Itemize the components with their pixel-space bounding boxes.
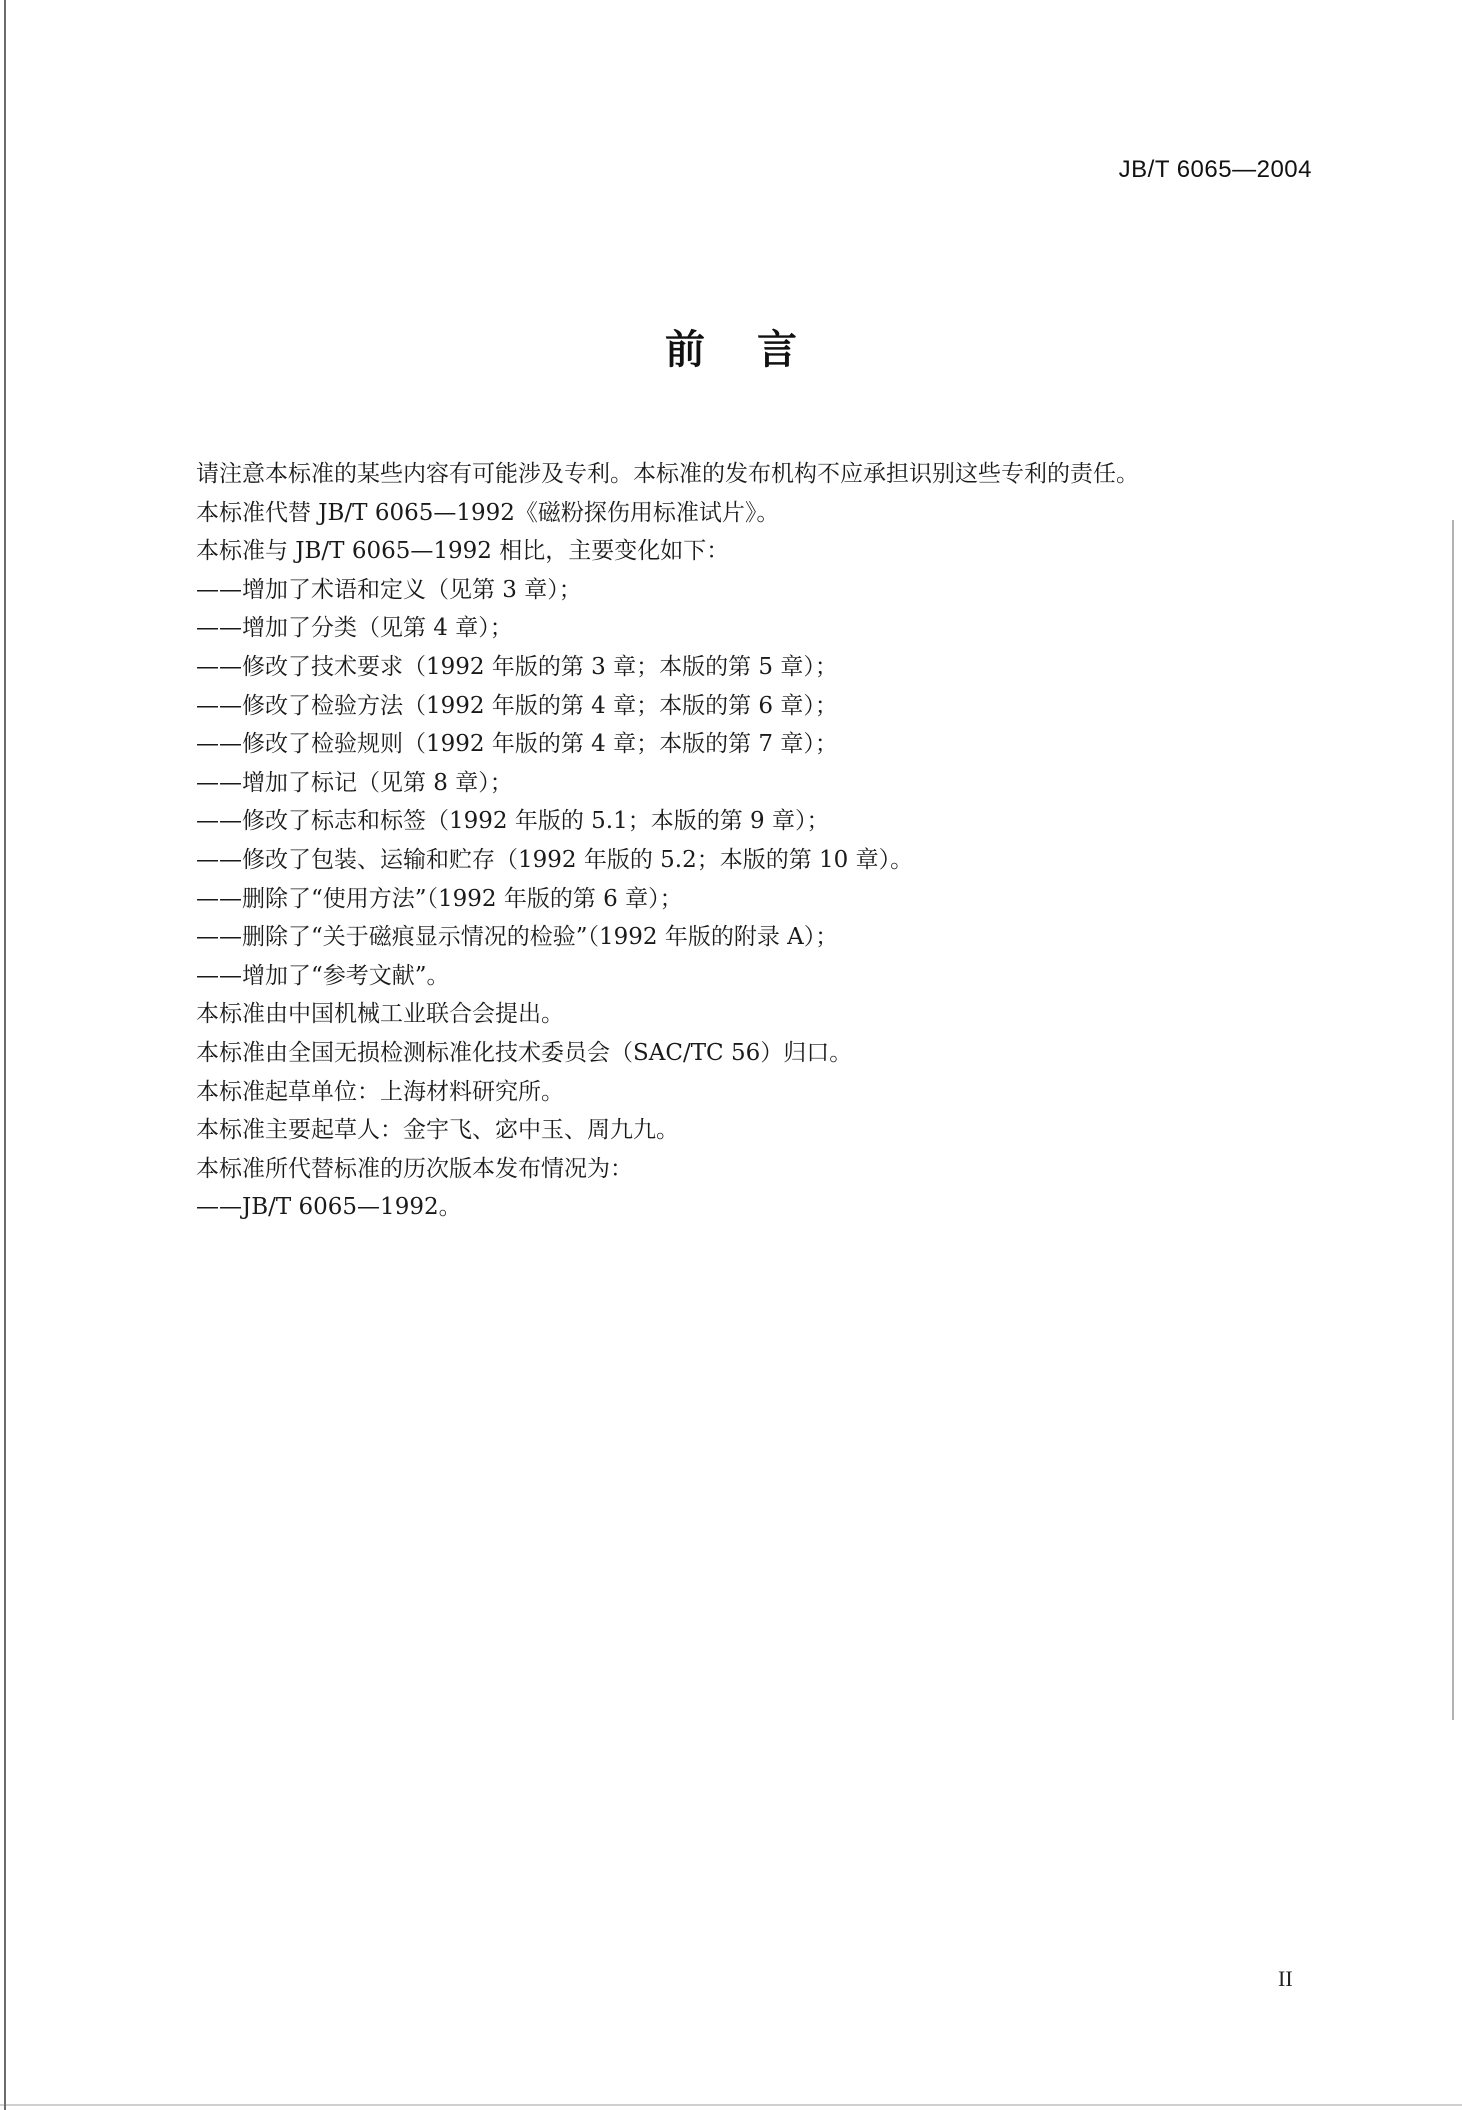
change-item: ——修改了技术要求（1992 年版的第 3 章；本版的第 5 章）；	[196, 653, 838, 680]
scan-edge-left	[4, 0, 6, 2110]
body-line: 本标准由全国无损检测标准化技术委员会（SAC/TC 56）归口。	[196, 1039, 853, 1066]
scan-edge-right	[1452, 520, 1454, 1720]
foreword-body	[196, 455, 1306, 1227]
page-title: 前言	[665, 327, 849, 373]
change-item: ——增加了术语和定义（见第 3 章）；	[196, 576, 582, 603]
change-item: ——删除了“关于磁痕显示情况的检验”（1992 年版的附录 A）；	[196, 924, 839, 951]
body-line: 本标准与 JB/T 6065—1992 相比，主要变化如下：	[196, 538, 730, 565]
change-item: ——修改了检验方法（1992 年版的第 4 章；本版的第 6 章）；	[196, 692, 838, 719]
change-item: ——修改了检验规则（1992 年版的第 4 章；本版的第 7 章）；	[196, 731, 838, 758]
body-line: 本标准所代替标准的历次版本发布情况为：	[196, 1155, 633, 1182]
standard-code: JB/T 6065—2004	[1118, 156, 1312, 183]
change-item: ——修改了包装、运输和贮存（1992 年版的 5.2；本版的第 10 章）。	[196, 846, 914, 873]
body-line: 本标准由中国机械工业联合会提出。	[196, 1001, 564, 1028]
body-line: 本标准主要起草人：金宇飞、宓中玉、周九九。	[196, 1117, 679, 1144]
body-line: 本标准起草单位：上海材料研究所。	[196, 1078, 564, 1105]
change-item: ——增加了“参考文献”。	[196, 962, 450, 989]
body-line: 请注意本标准的某些内容有可能涉及专利。本标准的发布机构不应承担识别这些专利的责任。	[196, 461, 1139, 487]
change-item: ——删除了“使用方法”（1992 年版的第 6 章）；	[196, 885, 683, 912]
page-number: II	[1278, 1966, 1293, 1991]
change-item: ——增加了标记（见第 8 章）；	[196, 769, 513, 796]
change-item: ——修改了标志和标签（1992 年版的 5.1；本版的第 9 章）；	[196, 808, 830, 835]
scan-edge-bottom	[0, 2104, 1462, 2106]
change-item: ——增加了分类（见第 4 章）；	[196, 615, 513, 642]
history-item: ——JB/T 6065—1992。	[196, 1194, 462, 1221]
body-line: 本标准代替 JB/T 6065—1992《磁粉探伤用标准试片》。	[196, 499, 780, 526]
